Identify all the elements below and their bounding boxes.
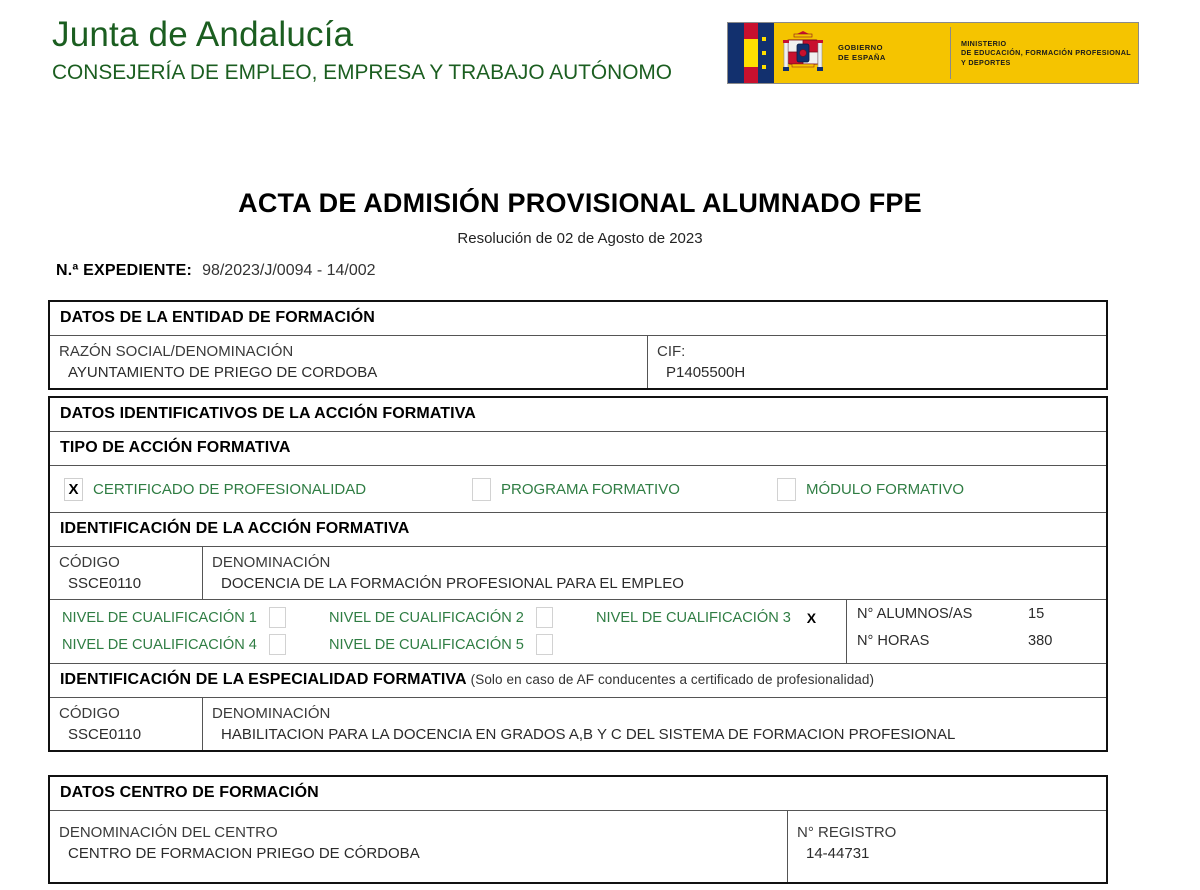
entidad-data-row [50, 335, 1106, 388]
cif-label: CIF: [657, 343, 686, 360]
nivel-1-label: NIVEL DE CUALIFICACIÓN 1 [62, 609, 257, 626]
gobierno-line-1: GOBIERNO [838, 43, 883, 53]
nivel-option-4[interactable] [62, 634, 329, 655]
programa-label: PROGRAMA FORMATIVO [501, 480, 680, 498]
certificado-label: CERTIFICADO DE PROFESIONALIDAD [93, 480, 367, 498]
accion-formativa-table [48, 396, 1108, 752]
alumnos-label: N° ALUMNOS/AS [857, 605, 973, 622]
centro-denominacion-label: DENOMINACIÓN DEL CENTRO [59, 824, 278, 841]
entidad-section-header-row [50, 302, 1106, 335]
cif-value: P1405500H [666, 364, 746, 381]
especialidad-denominacion-label: DENOMINACIÓN [212, 705, 331, 722]
tipo-options-row [50, 465, 1106, 512]
entidad-section-title: DATOS DE LA ENTIDAD DE FORMACIÓN [60, 309, 375, 326]
centro-registro-cell [787, 811, 1106, 882]
programa-checkbox[interactable] [472, 478, 491, 501]
modulo-checkbox[interactable] [777, 478, 796, 501]
especialidad-codigo-cell [50, 698, 202, 750]
page-title: ACTA DE ADMISIÓN PROVISIONAL ALUMNADO FPE [238, 188, 922, 218]
expediente-value: 98/2023/J/0094 - 14/002 [202, 262, 376, 279]
horas-label: N° HORAS [857, 632, 930, 649]
niveles-grid [50, 600, 846, 663]
alumnos-line [847, 600, 1106, 627]
expediente-label: N.ª EXPEDIENTE: [56, 262, 193, 279]
especialidad-section-title: IDENTIFICACIÓN DE LA ESPECIALIDAD FORMATIVA [60, 671, 467, 688]
accion-codigo-cell [50, 547, 202, 599]
accion-codigo-row [50, 546, 1106, 599]
tipo-options-container [50, 466, 1106, 512]
especialidad-section-title-cell [50, 664, 1106, 697]
especialidad-section-note: (Solo en caso de AF conducentes a certificado de profesionalidad) [470, 672, 875, 687]
centro-formacion-table [48, 775, 1108, 884]
identificacion-accion-title: IDENTIFICACIÓN DE LA ACCIÓN FORMATIVA [60, 520, 410, 537]
brand-title: Junta de Andalucía [52, 15, 354, 54]
centro-section-header-row [50, 777, 1106, 810]
especialidad-codigo-row [50, 697, 1106, 750]
centro-section-title: DATOS CENTRO DE FORMACIÓN [60, 784, 319, 801]
especialidad-codigo-label: CÓDIGO [59, 705, 120, 722]
ministerio-text [951, 23, 1138, 83]
accion-denominacion-cell [202, 547, 1106, 599]
page-subtitle: Resolución de 02 de Agosto de 2023 [457, 230, 703, 247]
identificacion-accion-header-row [50, 512, 1106, 546]
gobierno-line-2: DE ESPAÑA [838, 53, 886, 62]
tipo-header-row [50, 431, 1106, 465]
document-header [0, 0, 1200, 120]
nivel-3-checkbox[interactable]: X [806, 609, 817, 626]
nivel-2-label: NIVEL DE CUALIFICACIÓN 2 [329, 609, 524, 626]
niveles-row [50, 599, 1106, 663]
alumnos-value: 15 [1028, 605, 1045, 622]
niveles-line-1 [62, 604, 846, 631]
especialidad-denominacion-value: HABILITACION PARA LA DOCENCIA EN GRADOS A,B Y C DEL SISTEMA DE FORMACION PROFESIONAL [221, 726, 956, 743]
tipo-option-programa[interactable] [472, 478, 777, 501]
nivel-2-checkbox[interactable] [536, 607, 553, 628]
brand-subtitle: CONSEJERÍA DE EMPLEO, EMPRESA Y TRABAJO AUTÓNOMO [52, 60, 673, 84]
gobierno-text [832, 23, 950, 83]
nivel-5-label: NIVEL DE CUALIFICACIÓN 5 [329, 636, 524, 653]
centro-registro-label: N° REGISTRO [797, 824, 897, 841]
tipo-options-list [50, 466, 1106, 512]
razon-social-label: RAZÓN SOCIAL/DENOMINACIÓN [59, 343, 294, 360]
nivel-option-1[interactable] [62, 607, 329, 628]
accion-codigo-value: SSCE0110 [68, 575, 142, 592]
nivel-3-label: NIVEL DE CUALIFICACIÓN 3 [596, 609, 791, 626]
nivel-option-3[interactable] [596, 607, 820, 628]
certificado-checkbox[interactable]: X [64, 478, 83, 501]
gobierno-de-espana-logo [727, 22, 1139, 84]
razon-social-value: AYUNTAMIENTO DE PRIEGO DE CORDOBA [68, 364, 378, 381]
accion-section-title: DATOS IDENTIFICATIVOS DE LA ACCIÓN FORMATIVA [60, 405, 476, 422]
tipo-option-modulo[interactable] [777, 478, 964, 501]
spanish-flag-icon [728, 23, 774, 83]
ministerio-line-2: DE EDUCACIÓN, FORMACIÓN PROFESIONAL [961, 48, 1131, 58]
especialidad-section-header-row [50, 663, 1106, 697]
entidad-formacion-table [48, 300, 1108, 390]
horas-value: 380 [1028, 632, 1053, 649]
tipo-option-certificado[interactable] [64, 478, 472, 501]
especialidad-codigo-value: SSCE0110 [68, 726, 142, 743]
ministerio-line-3: Y DEPORTES [961, 57, 1011, 67]
cif-cell [647, 336, 1106, 388]
counts-panel [846, 600, 1106, 663]
niveles-line-2 [62, 631, 846, 658]
coat-of-arms-icon [774, 23, 832, 83]
especialidad-denominacion-cell [202, 698, 1106, 750]
niveles-wrapper [50, 600, 1106, 663]
accion-denominacion-value: DOCENCIA DE LA FORMACIÓN PROFESIONAL PARA EL EMPLEO [221, 575, 684, 592]
nivel-4-label: NIVEL DE CUALIFICACIÓN 4 [62, 636, 257, 653]
accion-section-header-row [50, 398, 1106, 431]
accion-codigo-label: CÓDIGO [59, 554, 120, 571]
modulo-label: MÓDULO FORMATIVO [806, 480, 965, 498]
expediente-row [56, 262, 376, 280]
nivel-option-2[interactable] [329, 607, 596, 628]
junta-andalucia-brand [52, 14, 691, 85]
nivel-5-checkbox[interactable] [536, 634, 553, 655]
razon-social-cell [50, 336, 647, 388]
centro-registro-value: 14-44731 [806, 845, 870, 862]
nivel-4-checkbox[interactable] [269, 634, 286, 655]
tipo-section-title: TIPO DE ACCIÓN FORMATIVA [60, 439, 291, 456]
nivel-option-5[interactable] [329, 634, 596, 655]
horas-line [847, 627, 1106, 654]
accion-denominacion-label: DENOMINACIÓN [212, 554, 331, 571]
centro-data-row [50, 810, 1106, 882]
nivel-1-checkbox[interactable] [269, 607, 286, 628]
centro-denominacion-value: CENTRO DE FORMACION PRIEGO DE CÓRDOBA [68, 845, 420, 862]
centro-denominacion-cell [50, 811, 787, 882]
ministerio-line-1: MINISTERIO [961, 38, 1007, 48]
